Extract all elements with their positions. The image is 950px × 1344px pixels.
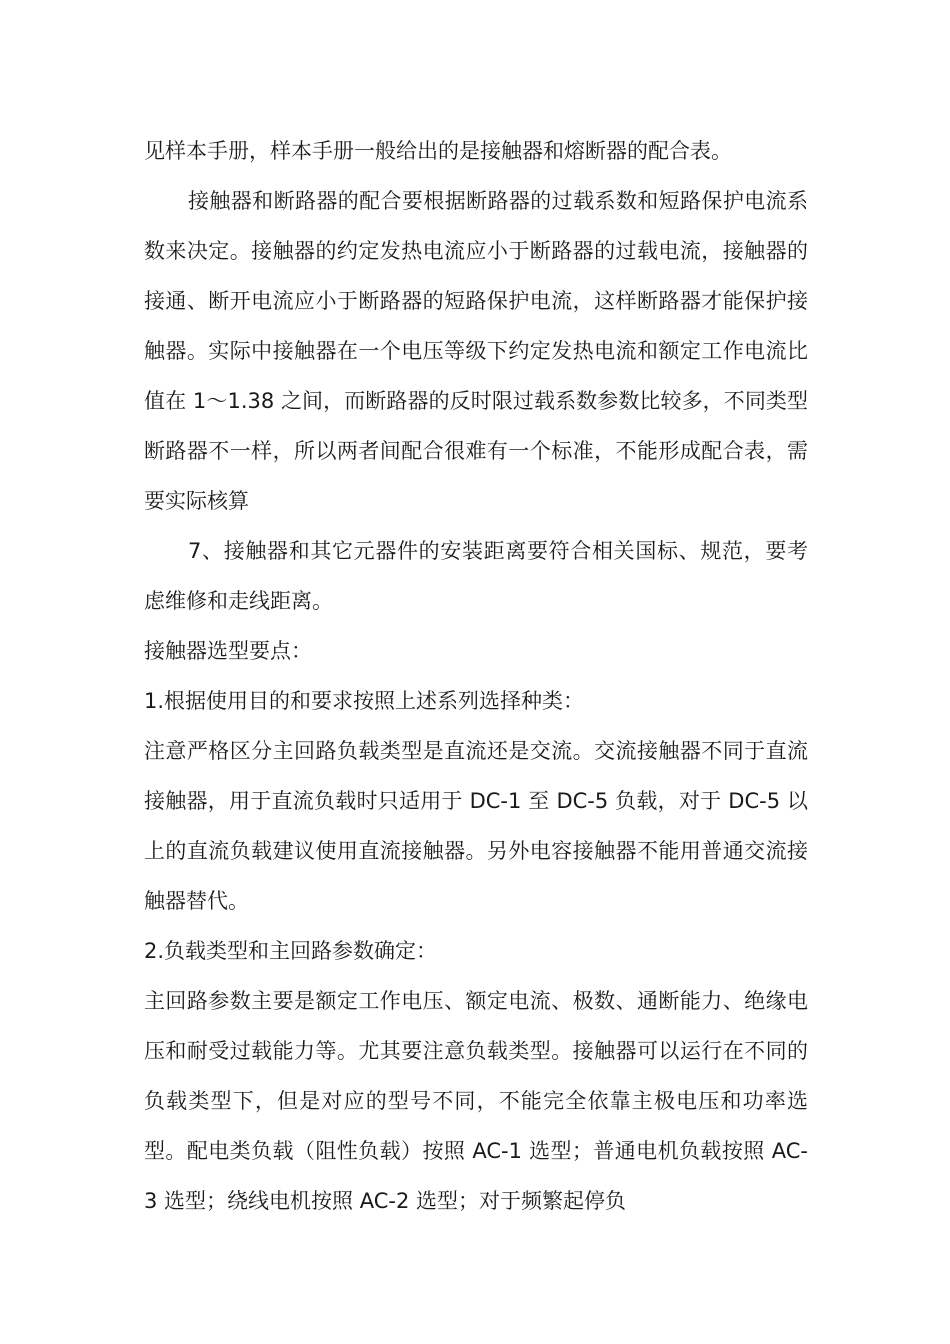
section-heading-selection-points: 接触器选型要点：	[144, 639, 312, 663]
paragraph-sample-manual: 见样本手册，样本手册一般给出的是接触器和熔断器的配合表。	[144, 139, 732, 163]
list-item-1-heading: 1.根据使用目的和要求按照上述系列选择种类：	[144, 689, 585, 713]
paragraph-main-circuit-parameters: 主回路参数主要是额定工作电压、额定电流、极数、通断能力、绝缘电压和耐受过载能力等。尤其要注意负载类型。接触器可以运行在不同的负载类型下，但是对应的型号不同，不能完全依靠主极电压和功率选型。配电类负载（阻性负载）按照 AC-1 选型；普通电机负载按照 AC-3 选型；绕线电机按照 AC-2 选型；对于频繁起停负	[144, 989, 808, 1213]
paragraph-installation-distance: 7、接触器和其它元器件的安装距离要符合相关国标、规范，要考虑维修和走线距离。	[144, 539, 808, 613]
list-item-2-heading: 2.负载类型和主回路参数确定：	[144, 939, 438, 963]
paragraph-breaker-coordination: 接触器和断路器的配合要根据断路器的过载系数和短路保护电流系数来决定。接触器的约定发热电流应小于断路器的过载电流，接触器的接通、断开电流应小于断路器的短路保护电流，这样断路器才能保护接触器。实际中接触器在一个电压等级下约定发热电流和额定工作电流比值在 1～1.38 之间，而断路器的反时限过载系数参数比较多，不同类型断路器不一样，所以两者间配合很难有一个标准，不能形成配合表，需要实际核算	[144, 189, 808, 513]
document-body	[144, 126, 808, 1226]
paragraph-dc-ac-distinction: 注意严格区分主回路负载类型是直流还是交流。交流接触器不同于直流接触器，用于直流负载时只适用于 DC-1 至 DC-5 负载，对于 DC-5 以上的直流负载建议使用直流接触器。另外电容接触器不能用普通交流接触器替代。	[144, 739, 808, 913]
